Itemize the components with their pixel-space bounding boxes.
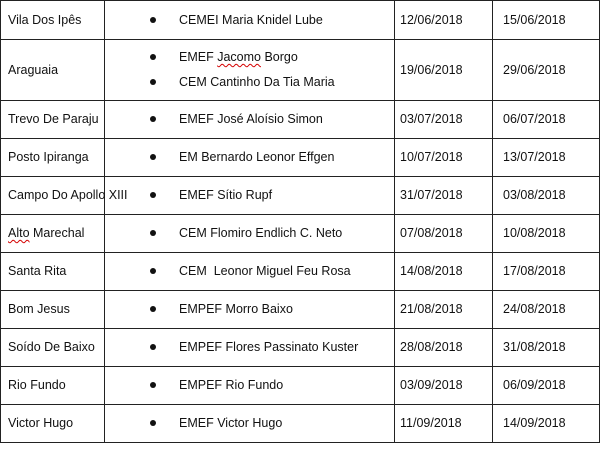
location-cell: Alto Marechal <box>1 215 105 253</box>
schools-cell <box>105 291 395 329</box>
start-date-cell: 11/09/2018 <box>395 405 493 443</box>
school-list <box>111 302 388 317</box>
table-row <box>1 139 600 177</box>
bullet-icon <box>150 230 156 236</box>
school-item <box>179 50 388 65</box>
school-name: EMEF Jacomo Borgo <box>179 50 298 64</box>
school-item <box>179 188 388 203</box>
bullet-icon <box>150 17 156 23</box>
bullet-icon <box>150 192 156 198</box>
start-date-cell: 14/08/2018 <box>395 253 493 291</box>
table-row <box>1 291 600 329</box>
start-date-cell: 03/09/2018 <box>395 367 493 405</box>
school-name: EM Bernardo Leonor Effgen <box>179 150 335 164</box>
school-list <box>111 378 388 393</box>
start-date-cell: 07/08/2018 <box>395 215 493 253</box>
start-date-cell: 19/06/2018 <box>395 40 493 101</box>
school-item <box>179 112 388 127</box>
school-item <box>179 340 388 355</box>
table-row <box>1 329 600 367</box>
school-name: CEM Flomiro Endlich C. Neto <box>179 226 343 240</box>
start-date-cell: 12/06/2018 <box>395 1 493 40</box>
bullet-icon <box>150 420 156 426</box>
start-date-cell: 21/08/2018 <box>395 291 493 329</box>
school-list <box>111 416 388 431</box>
location-cell: Victor Hugo <box>1 405 105 443</box>
school-list <box>111 150 388 165</box>
end-date-cell: 31/08/2018 <box>493 329 600 367</box>
table-row <box>1 1 600 40</box>
bullet-icon <box>150 382 156 388</box>
start-date-cell: 31/07/2018 <box>395 177 493 215</box>
school-name: CEM Cantinho Da Tia Maria <box>179 75 335 89</box>
location-cell: Trevo De Paraju <box>1 101 105 139</box>
bullet-icon <box>150 306 156 312</box>
school-list <box>111 188 388 203</box>
location-cell: Bom Jesus <box>1 291 105 329</box>
location-cell: Soído De Baixo <box>1 329 105 367</box>
end-date-cell: 29/06/2018 <box>493 40 600 101</box>
end-date-cell: 24/08/2018 <box>493 291 600 329</box>
school-item <box>179 378 388 393</box>
school-item <box>179 264 388 279</box>
location-cell: Rio Fundo <box>1 367 105 405</box>
table-row <box>1 101 600 139</box>
school-name: EMPEF Flores Passinato Kuster <box>179 340 359 354</box>
school-name: CEM Leonor Miguel Feu Rosa <box>179 264 351 278</box>
end-date-cell: 13/07/2018 <box>493 139 600 177</box>
school-name: EMPEF Rio Fundo <box>179 378 284 392</box>
school-name: EMEF José Aloísio Simon <box>179 112 323 126</box>
location-cell: Campo Do Apollo XIII <box>1 177 105 215</box>
school-item <box>179 302 388 317</box>
schools-cell <box>105 405 395 443</box>
schools-cell <box>105 40 395 101</box>
end-date-cell: 03/08/2018 <box>493 177 600 215</box>
bullet-icon <box>150 344 156 350</box>
school-list <box>111 264 388 279</box>
location-cell: Santa Rita <box>1 253 105 291</box>
end-date-cell: 15/06/2018 <box>493 1 600 40</box>
school-list <box>111 13 388 28</box>
bullet-icon <box>150 154 156 160</box>
bullet-icon <box>150 116 156 122</box>
school-list <box>111 112 388 127</box>
bullet-icon <box>150 79 156 85</box>
table-row <box>1 405 600 443</box>
school-name: EMEF Victor Hugo <box>179 416 283 430</box>
school-item <box>179 416 388 431</box>
schools-cell <box>105 329 395 367</box>
schools-cell <box>105 215 395 253</box>
school-name: EMPEF Morro Baixo <box>179 302 293 316</box>
school-item <box>179 75 388 90</box>
school-name: EMEF Sítio Rupf <box>179 188 273 202</box>
start-date-cell: 03/07/2018 <box>395 101 493 139</box>
bullet-icon <box>150 268 156 274</box>
school-list <box>111 226 388 241</box>
end-date-cell: 10/08/2018 <box>493 215 600 253</box>
schools-cell <box>105 101 395 139</box>
bullet-icon <box>150 54 156 60</box>
school-item <box>179 226 388 241</box>
end-date-cell: 06/09/2018 <box>493 367 600 405</box>
schools-cell <box>105 177 395 215</box>
location-cell: Posto Ipiranga <box>1 139 105 177</box>
school-item <box>179 150 388 165</box>
start-date-cell: 10/07/2018 <box>395 139 493 177</box>
start-date-cell: 28/08/2018 <box>395 329 493 367</box>
table-row <box>1 367 600 405</box>
location-cell: Araguaia <box>1 40 105 101</box>
table-row <box>1 40 600 101</box>
schools-cell <box>105 139 395 177</box>
end-date-cell: 17/08/2018 <box>493 253 600 291</box>
schools-cell <box>105 253 395 291</box>
school-item <box>179 13 388 28</box>
end-date-cell: 14/09/2018 <box>493 405 600 443</box>
table-row <box>1 177 600 215</box>
schools-cell <box>105 367 395 405</box>
schools-cell <box>105 1 395 40</box>
table-row <box>1 215 600 253</box>
table-row <box>1 253 600 291</box>
school-list <box>111 50 388 90</box>
school-list <box>111 340 388 355</box>
school-name: CEMEI Maria Knidel Lube <box>179 12 323 27</box>
end-date-cell: 06/07/2018 <box>493 101 600 139</box>
location-cell: Vila Dos Ipês <box>1 1 105 40</box>
